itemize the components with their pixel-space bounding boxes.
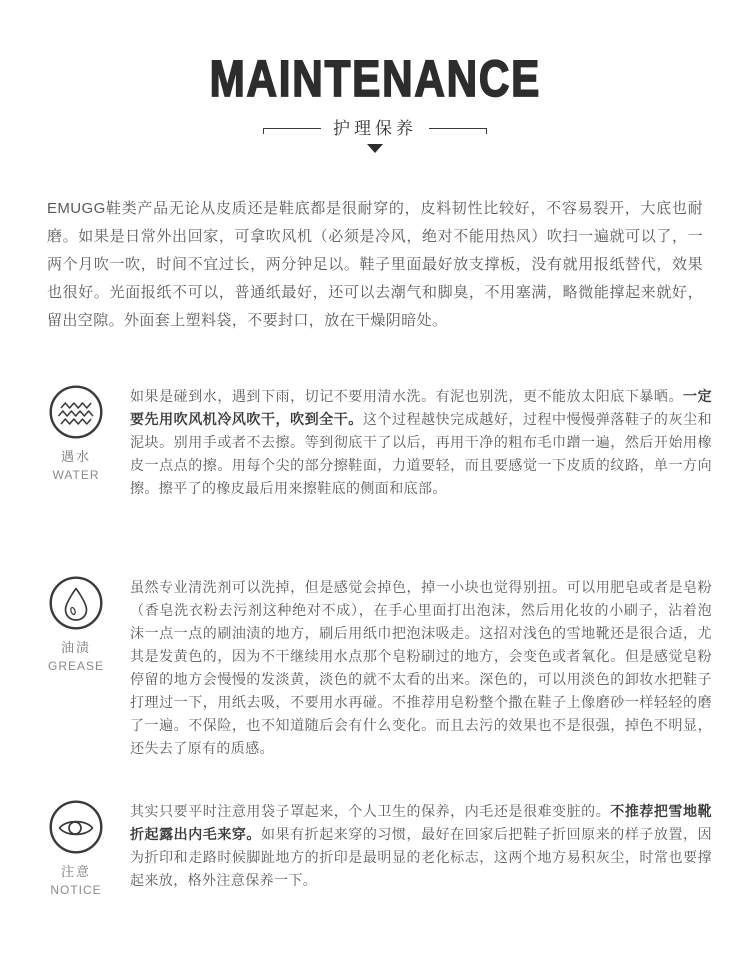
- section-notice: [0, 800, 750, 897]
- water-waves-icon: [49, 385, 103, 439]
- section-water-icon-column: [40, 385, 112, 482]
- section-water: [0, 385, 750, 500]
- section-water-paragraph: 如果是碰到水，遇到下雨，切记不要用清水洗。有泥也别洗，更不能放太阳底下暴晒。一定要先用吹风机冷风吹干，吹到全干。这个过程越快完成越好，过程中慢慢弹落鞋子的灰尘和泥块。别用手或者不去擦。等到彻底干了以后，再用干净的粗布毛巾蹭一遍，然后开始用橡皮一点点的擦。用每个尖的部分擦鞋面，力道要轻，而且要感觉一下皮质的纹路，单一方向擦。擦平了的橡皮最后用来擦鞋底的侧面和底部。: [130, 388, 712, 496]
- page-header: [0, 0, 750, 153]
- section-grease-label-en: GREASE: [47, 659, 104, 673]
- droplet-icon: [49, 576, 103, 630]
- intro-paragraph: EMUGG鞋类产品无论从皮质还是鞋底都是很耐穿的，皮料韧性比较好，不容易裂开，大底也耐磨。如果是日常外出回家，可拿吹风机（必须是冷风，绝对不能用热风）吹扫一遍就可以了，一两个月吹一吹，时间不宜过长，两分钟足以。鞋子里面最好放支撑板，没有就用报纸替代，效果也很好。光面报纸不可以，普通纸最好，还可以去潮气和脚臭，不用塞满，略微能撑起来就好，留出空隙。外面套上塑料袋，不要封口，放在干燥阴暗处。: [47, 200, 703, 329]
- eye-icon: [49, 800, 103, 854]
- subtitle-text: 护理保养: [333, 119, 417, 138]
- subtitle-divider: [0, 120, 750, 137]
- section-notice-label-en: NOTICE: [50, 883, 102, 897]
- section-grease-icon-column: [40, 576, 112, 673]
- down-triangle-marker: [367, 144, 383, 153]
- section-notice-label-cn: 注意: [60, 864, 91, 879]
- section-grease: [0, 576, 750, 760]
- section-grease-paragraph: 虽然专业清洗剂可以洗掉，但是感觉会掉色，掉一小块也觉得别扭。可以用肥皂或者是皂粉（香皂洗衣粉去污剂这种绝对不成），在手心里面打出泡沫，然后用化妆的小刷子，沾着泡沫一点一点的刷油渍的地方，刷后用纸巾把泡沫吸走。这招对浅色的雪地靴还是很合适，尤其是发黄色的，因为不干继续用水点那个皂粉刷过的地方，会变色或者氧化。但是感觉皂粉停留的地方会慢慢的发淡黄，淡色的就不太看的出来。深色的，可以用淡色的卸妆水把鞋子打理过一下，用纸去吸，不要用水再碰。不推荐用皂粉整个撒在鞋子上像磨砂一样轻轻的磨了一遍。不保险，也不知道随后会有什么变化。而且去污的效果也不是很强，掉色不明显，还失去了原有的质感。: [130, 579, 712, 756]
- section-water-label-cn: 遇水: [60, 449, 91, 464]
- subtitle-line-right: [429, 128, 487, 129]
- section-water-label-en: WATER: [52, 468, 100, 482]
- page-title: MAINTENANCE: [209, 51, 541, 108]
- section-grease-label-cn: 油渍: [60, 640, 91, 655]
- subtitle-line-left: [263, 128, 321, 129]
- section-notice-icon-column: [40, 800, 112, 897]
- section-notice-paragraph: 其实只要平时注意用袋子罩起来，个人卫生的保养，内毛还是很难变脏的。不推荐把雪地靴折起露出内毛来穿。如果有折起来穿的习惯，最好在回家后把鞋子折回原来的样子放置，因为折印和走路时候脚趾地方的折印是最明显的老化标志，这两个地方易积灰尘，时常也要撑起来放，格外注意保养一下。: [130, 803, 712, 888]
